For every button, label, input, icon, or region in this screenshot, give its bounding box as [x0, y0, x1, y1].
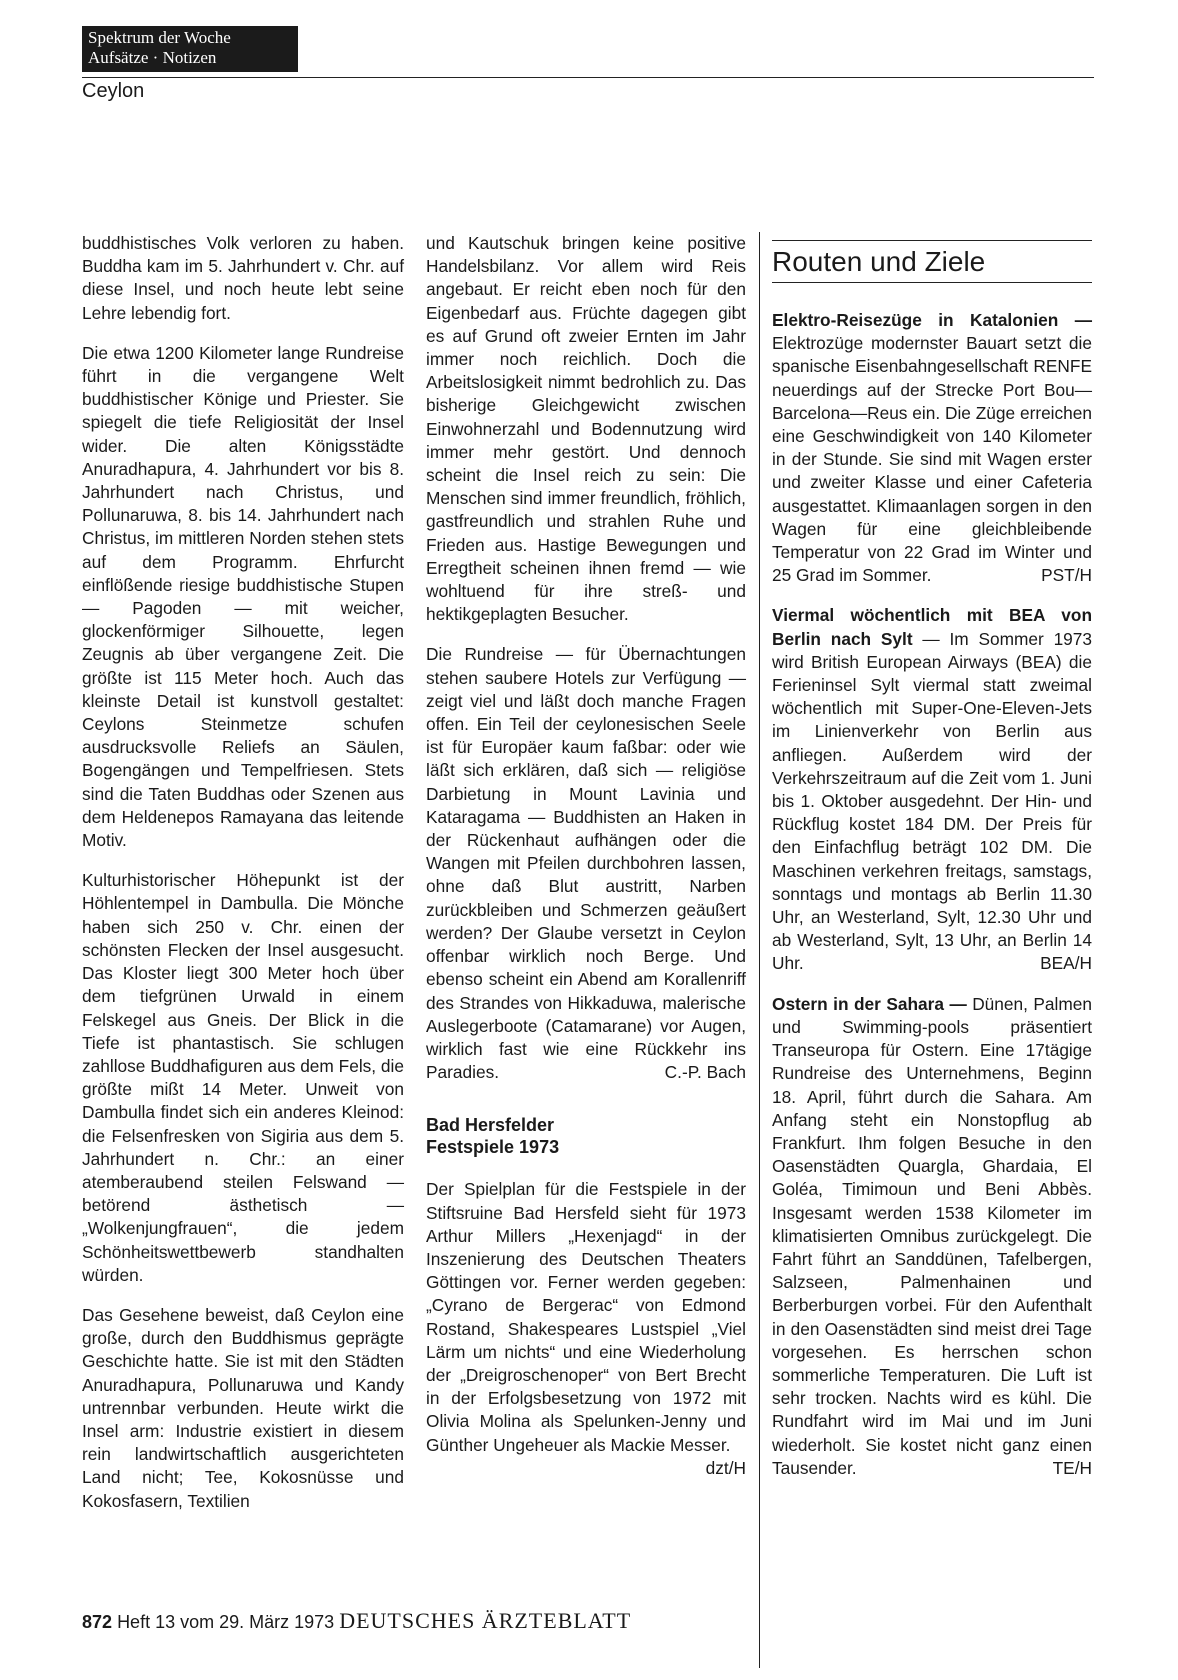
paragraph: und Kautschuk bringen keine positive Handelsbilanz. Vor allem wird Reis angebaut. Er reicht eben noch für den Eigenbedarf aus. Früchte dagegen gibt es auf Grund oft zweier Ernten im Jahr immer noch reichlich. Doch die Arbeitslosigkeit nimmt bedrohlich zu. Das bisherige Gleichgewicht zwischen Einwohnerzahl und Bodennutzung wird immer mehr gestört. Und dennoch scheint die Insel reich zu sein: Die Menschen sind immer freundlich, fröhlich, gastfreundlich und strahlen Ruhe und Frieden aus. Hastige Bewegungen und Erregtheit scheinen ihnen fremd — wie wohltuend für ihre streß- und hektikgeplagten Besucher.	[426, 233, 746, 625]
page-footer	[82, 1608, 631, 1634]
journal-name: DEUTSCHES ÄRZTEBLATT	[339, 1608, 632, 1633]
page-number: 872	[82, 1612, 113, 1632]
issue-info: Heft 13 vom 29. März 1973	[117, 1612, 335, 1632]
news-item	[772, 604, 1092, 975]
paragraph: Kulturhistorischer Höhepunkt ist der Höhlentempel in Dambulla. Die Mönche haben sich 250 v. Chr. einen der schönsten Flecken der Insel ausgesucht. Das Kloster liegt 300 Meter hoch über dem tiefgrünen Urwald in einem Felskegel aus Gneis. Der Blick in die Tiefe ist phantastisch. Sie schlugen zahllose Buddhafiguren aus dem Fels, die größte mißt 14 Meter. Unweit von Dambulla findet sich ein anderes Kleinod: die Felsenfresken von Sigiria aus dem 5. Jahrhundert n. Chr.: an einer atemberaubend steilen Felswand — betörend ästhetisch — „Wolkenjungfrauen“, die jedem Schönheitswettbewerb standhalten würden.	[82, 870, 404, 1285]
news-item-text: Dünen, Palmen und Swimming-pools präsentiert Transeuropa für Ostern. Eine 17tägige Rundreise des Unternehmens, Beginn 18. April, führt durch die Sahara. Am Anfang steht ein Nonstopflug ab Frankfurt. Ihm folgen Besuche in den Oasenstädten Quargla, Ghardaia, El Goléa, Timimoun und Beni Abbès. Insgesamt werden 1538 Kilometer im klimatisierten Omnibus zurückgelegt. Die Fahrt führt an Sanddünen, Tafelbergen, Salzseen, Palmenhainen und Berberburgen vorbei. Für den Aufenthalt in den Oasenstädten sind meist drei Tage vorgesehen. Es herrschen schon sommerliche Temperaturen. Die Luft ist sehr trocken. Nachts wird es kühl. Die Rundfahrt wird im Mai und im Juni wiederholt. Sie kostet nicht ganz einen Tausender.	[772, 993, 1092, 1478]
paragraph-text: Die Rundreise — für Übernachtungen stehen saubere Hotels zur Verfügung — zeigt viel und läßt doch manche Fragen offen. Ein Teil der ceylonesischen Seele ist für Europäer kaum faßbar: oder wie läßt sich erklären, daß sich — religiöse Darbietung in Mount Lavinia und Kataragama — Buddhisten an Haken in der Rückenhaut aufhängen oder die Wangen mit Pfeilen durchbohren lassen, ohne daß Blut austritt, Narben zurückbleiben und Schmerzen geäußert werden? Der Glaube versetzt in Ceylon offenbar wirklich noch Berge. Und ebenso scheint ein Abend am Korallenriff des Strandes von Hikkaduwa, malerische Auslegerboote (Catamarane) vor Augen, wirklich fast wie eine Rückkehr ins Paradies.	[426, 644, 746, 1083]
routen-column	[772, 309, 1092, 1497]
article-column-1	[82, 232, 404, 1530]
paragraph-text: Der Spielplan für die Festspiele in der Stiftsruine Bad Hersfeld sieht für 1973 Arthur Millers „Hexenjagd“ in der Inszenierung des Deutschen Theaters Göttingen vor. Ferner werden gegeben: „Cyrano de Bergerac“ von Edmond Rostand, Shakespeares Lustspiel „Viel Lärm um nichts“ und eine Wiederholung der „Dreigroschenoper“ von Bert Brecht in der Erfolgsbesetzung von 1972 mit Olivia Molina als Spelunken-Jenny und Günther Ungeheuer als Mackie Messer.	[426, 1179, 746, 1455]
paragraph: Das Gesehene beweist, daß Ceylon eine große, durch den Buddhismus geprägte Geschichte hatte. Sie ist mit den Städten Anuradhapura, Pollunaruwa und Kandy untrennbar verbunden. Heute wirkt die Insel arm: Industrie existiert in diesem rein landwirtschaftlich ausgerichteten Land nicht; Tee, Kokosnüsse und Kokosfasern, Textilien	[82, 1304, 404, 1511]
author-signature: dzt/H	[705, 1457, 746, 1478]
author-signature: PST/H	[1041, 565, 1092, 586]
article-column-2	[426, 232, 746, 1497]
section-rule-top	[772, 240, 1092, 241]
article-heading-line-2: Festspiele 1973	[426, 1137, 560, 1158]
paragraph: Die etwa 1200 Kilometer lange Rundreise führt in die vergangene Welt buddhistischer Könige und Priester. Sie spiegelt die tiefe Religiosität der Insel wider. Die alten Königsstädte Anuradhapura, 4. Jahrhundert vor bis 8. Jahrhundert nach Christus, und Pollunaruwa, 8. bis 14. Jahrhundert nach Christus, im mittleren Norden stehen stets auf dem Programm. Ehrfurcht einflößende riesige buddhistische Stupen — Pagoden — mit weicher, glockenförmiger Silhouette, legen Zeugnis ab über vergangene Zeit. Die größte ist 115 Meter hoch. Auch das kleinste Detail ist kunstvoll gestaltet: Ceylons Steinmetze schufen ausdrucksvolle Reliefs an Säulen, Bogengängen und Tempelfriesen. Stets sind die Taten Buddhas oder Szenen aus dem Heldenepos Ramayana das leitende Motiv.	[82, 342, 404, 851]
news-item-text: — Im Sommer 1973 wird British European Airways (BEA) die Ferieninsel Sylt viermal statt zweimal wöchentlich mit Super-One-Eleven-Jets im Linienverkehr von Berlin aus anfliegen. Außerdem wird der Verkehrszeitraum auf die Zeit vom 1. Juni bis 1. Oktober ausgedehnt. Der Hin- und Rückflug kostet 184 DM. Der Preis für den Einfachflug beträgt 102 DM. Die Maschinen verkehren freitags, samstags, sonntags und montags ab Berlin 11.30 Uhr, an Westerland, Sylt, 12.30 Uhr und ab Westerland, Sylt, 13 Uhr, an Berlin 14 Uhr.	[772, 628, 1093, 974]
news-item-heading: Ostern in der Sahara —	[772, 993, 967, 1014]
article-heading-line-1: Bad Hersfelder	[426, 1115, 555, 1136]
header-rule	[82, 77, 1094, 78]
news-item-text: Elektrozüge modernster Bauart setzt die spanische Eisenbahngesellschaft RENFE neuerdings auf der Strecke Port Bou—Barcelona—Reus ein. Die Züge erreichen eine Geschwindigkeit von 140 Kilometer in der Stunde. Sie sind mit Wagen erster und zweiter Klasse und einer Cafeteria ausgestattet. Klimaanlagen sorgen in den Wagen für eine gleichbleibende Temperatur von 22 Grad im Winter und 25 Grad im Sommer.	[772, 333, 1092, 586]
news-item	[772, 993, 1092, 1480]
paragraph	[426, 1178, 746, 1480]
author-signature: C.-P. Bach	[664, 1062, 746, 1083]
column-divider	[759, 232, 760, 1668]
news-item-heading: Elektro-Reisezüge in Katalonien —	[772, 310, 1092, 330]
paragraph	[426, 643, 746, 1084]
author-signature: BEA/H	[1040, 953, 1092, 974]
news-item-heading: Viermal wöchentlich mit BEA von Berlin nach Sylt	[772, 605, 1092, 649]
article-heading	[426, 1114, 746, 1158]
section-title: Routen und Ziele	[772, 246, 986, 277]
section-label: Ceylon	[82, 80, 145, 102]
news-item	[772, 309, 1092, 587]
author-signature: TE/H	[1052, 1457, 1092, 1478]
masthead	[82, 26, 298, 72]
masthead-line-2: Aufsätze · Notizen	[88, 48, 217, 67]
masthead-line-1: Spektrum der Woche	[88, 28, 231, 47]
paragraph: buddhistisches Volk verloren zu haben. Buddha kam im 5. Jahrhundert v. Chr. auf diese Insel, und noch heute lebt seine Lehre lebendig fort.	[82, 233, 404, 323]
section-rule-bottom	[772, 282, 1092, 283]
